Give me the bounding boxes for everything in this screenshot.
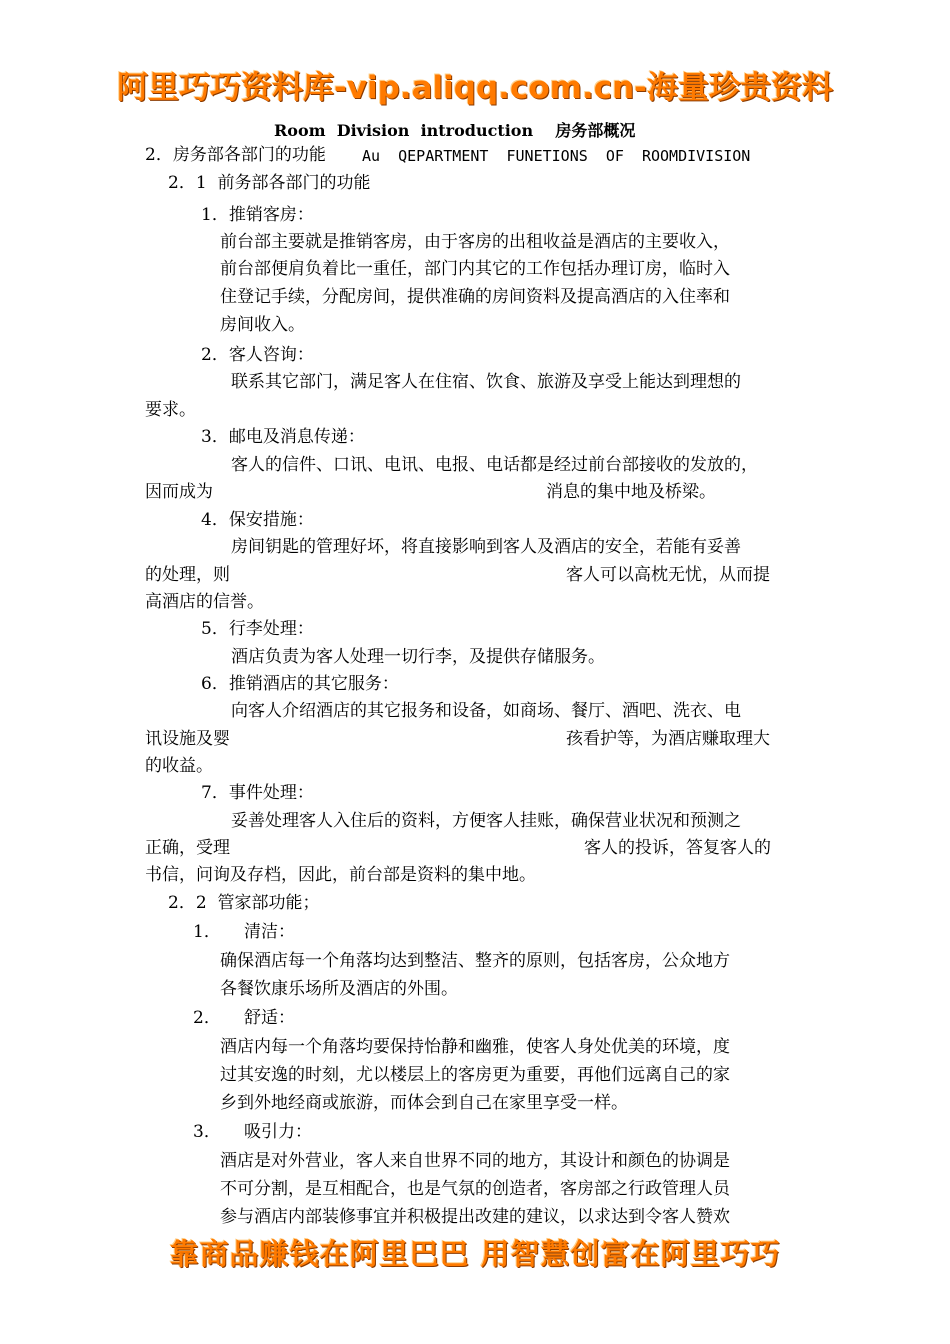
- paragraph-line: 的处理，则: [145, 565, 230, 585]
- document-title: Room Division introduction 房务部概况: [274, 121, 636, 140]
- paragraph-line: 确保酒店每一个角落均达到整洁、整齐的原则，包括客房，公众地方: [220, 951, 730, 971]
- item-number: 3．: [193, 1122, 221, 1142]
- paragraph-line: 乡到外地经商或旅游，而体会到自己在家里享受一样。: [220, 1093, 628, 1113]
- paragraph-line: 正确，受理: [145, 838, 230, 858]
- paragraph-line: 消息的集中地及桥梁。: [546, 482, 716, 502]
- paragraph-line: 过其安逸的时刻，尤以楼层上的客房更为重要，再他们远离自己的家: [220, 1065, 730, 1085]
- item-label: 6．推销酒店的其它服务：: [201, 674, 399, 694]
- paragraph-line: 孩看护等，为酒店赚取理大: [566, 729, 770, 749]
- paragraph-line: 不可分割，是互相配合，也是气氛的创造者，客房部之行政管理人员: [220, 1179, 730, 1199]
- item-number: 2．: [193, 1008, 221, 1028]
- item-label: 7．事件处理：: [201, 783, 314, 803]
- paragraph-line: 客人可以高枕无忧，从而提: [566, 565, 770, 585]
- paragraph-line: 房间收入。: [220, 315, 305, 335]
- item-label: 1．推销客房：: [201, 205, 314, 225]
- paragraph-line: 酒店负责为客人处理一切行李，及提供存储服务。: [231, 647, 605, 667]
- paragraph-line: 向客人介绍酒店的其它报务和设备，如商场、餐厅、酒吧、洗衣、电: [231, 701, 741, 721]
- paragraph-line: 因而成为: [145, 482, 213, 502]
- paragraph-line: 讯设施及婴: [145, 729, 230, 749]
- item-label: 2．客人咨询：: [201, 345, 314, 365]
- paragraph-line: 客人的投诉，答复客人的: [584, 838, 771, 858]
- footer-banner: 靠商品赚钱在阿里巴巴 用智慧创富在阿里巧巧: [169, 1237, 781, 1271]
- paragraph-line: 住登记手续，分配房间，提供准确的房间资料及提高酒店的入住率和: [220, 287, 730, 307]
- paragraph-line: 联系其它部门，满足客人在住宿、饮食、旅游及享受上能达到理想的: [231, 372, 741, 392]
- item-label: 5．行李处理：: [201, 619, 314, 639]
- item-label: 舒适：: [244, 1008, 295, 1028]
- paragraph-line: 客人的信件、口讯、电讯、电报、电话都是经过前台部接收的发放的，: [231, 455, 758, 475]
- item-label: 3．邮电及消息传递：: [201, 427, 365, 447]
- section-2-1-heading: 2．1 前务部各部门的功能: [168, 173, 371, 193]
- paragraph-line: 高酒店的信誉。: [145, 592, 264, 612]
- section-2-heading: 2．房务部各部门的功能: [145, 145, 326, 165]
- paragraph-line: 参与酒店内部装修事宜并积极提出改建的建议，以求达到令客人赞欢: [220, 1207, 730, 1227]
- paragraph-line: 前台部便肩负着比一重任，部门内其它的工作包括办理订房，临时入: [220, 259, 730, 279]
- paragraph-line: 要求。: [145, 400, 196, 420]
- item-number: 1．: [193, 922, 221, 942]
- paragraph-line: 书信，问询及存档，因此，前台部是资料的集中地。: [145, 865, 536, 885]
- paragraph-line: 酒店是对外营业，客人来自世界不同的地方，其设计和颜色的协调是: [220, 1151, 730, 1171]
- paragraph-line: 妥善处理客人入住后的资料，方便客人挂账，确保营业状况和预测之: [231, 811, 741, 831]
- section-2-heading-en: Au QEPARTMENT FUNETIONS OF ROOMDIVISION: [362, 147, 751, 165]
- paragraph-line: 房间钥匙的管理好坏，将直接影响到客人及酒店的安全，若能有妥善: [231, 537, 741, 557]
- item-label: 4．保安措施：: [201, 510, 314, 530]
- item-label: 清洁：: [244, 922, 295, 942]
- paragraph-line: 各餐饮康乐场所及酒店的外围。: [220, 979, 458, 999]
- section-2-2-heading: 2．2 管家部功能；: [168, 893, 320, 913]
- header-banner: 阿里巧巧资料库-vip.aliqq.com.cn-海量珍贵资料: [116, 70, 834, 106]
- paragraph-line: 的收益。: [145, 756, 213, 776]
- paragraph-line: 酒店内每一个角落均要保持怡静和幽雅，使客人身处优美的环境，度: [220, 1037, 730, 1057]
- item-label: 吸引力：: [244, 1122, 312, 1142]
- paragraph-line: 前台部主要就是推销客房，由于客房的出租收益是酒店的主要收入，: [220, 232, 730, 252]
